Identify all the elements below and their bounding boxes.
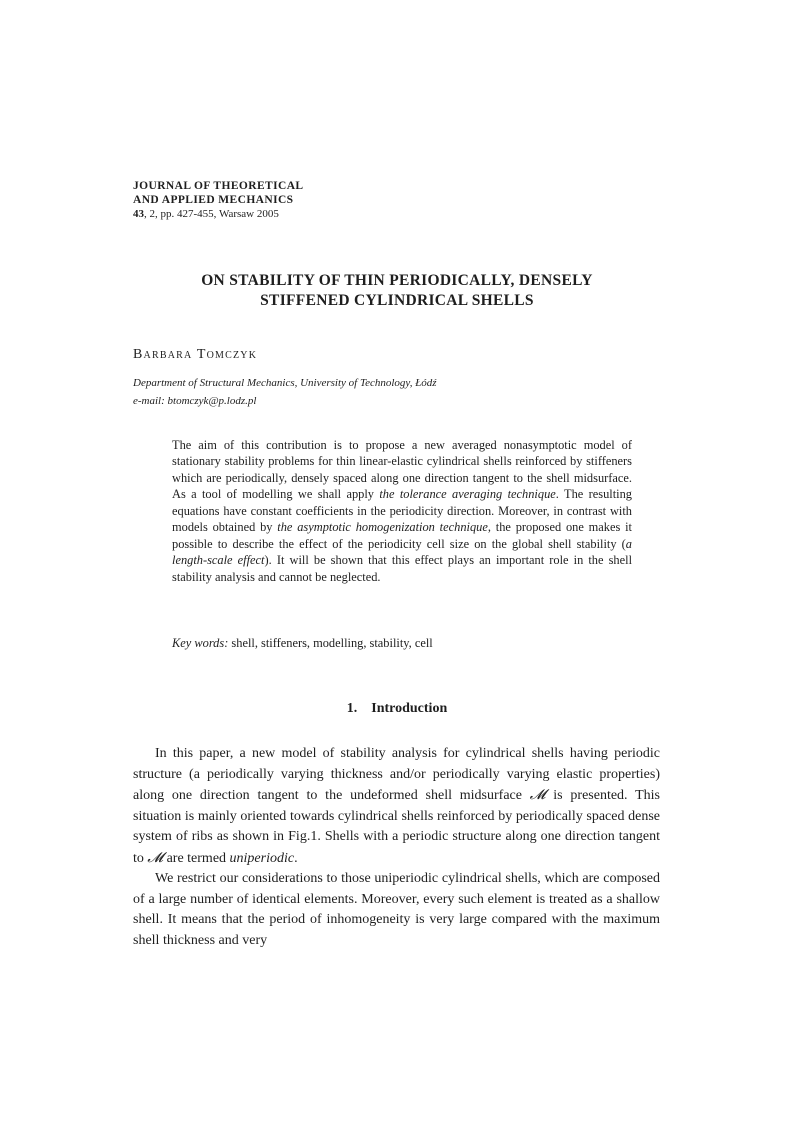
keywords-label: Key words: <box>172 636 229 650</box>
author-name: Barbara Tomczyk <box>133 347 258 362</box>
body-text-3: are termed <box>163 850 230 866</box>
abstract <box>172 437 632 585</box>
section-heading <box>0 701 794 717</box>
abstract-text-3: , the proposed one makes it possible to describe the effect of the periodicity cell size on the global shell stability ( <box>172 520 632 551</box>
abstract-text-4: ). It will be shown that this effect plays an important role in the shell stability analysis and cannot be neglected. <box>172 553 633 584</box>
body-emphasis: uniperiodic <box>229 850 295 866</box>
body-paragraph-1 <box>133 744 660 869</box>
journal-volume-info <box>133 207 433 221</box>
body-text <box>133 744 660 951</box>
paper-title <box>120 271 674 311</box>
journal-name-line2: AND APPLIED MECHANICS <box>133 194 294 206</box>
paper-title-line2: STIFFENED CYLINDRICAL SHELLS <box>260 292 534 309</box>
body-text-4: . <box>294 850 298 866</box>
journal-header <box>133 179 433 221</box>
affiliation-email: e-mail: btomczyk@p.lodz.pl <box>133 395 257 407</box>
journal-name-line1: JOURNAL OF THEORETICAL <box>133 180 304 192</box>
journal-issue-info: , 2, pp. 427-455, Warsaw 2005 <box>144 208 279 220</box>
abstract-text-1: The aim of this contribution is to propose a new averaged nonasymptotic model of stationary stability problems for thin linear-elastic cylindrical shells reinforced by stiffeners which are periodically, densely spaced along one direction tangent to the shell midsurface. As a tool of modelling we shall apply <box>172 438 632 502</box>
keywords <box>172 635 632 651</box>
abstract-emphasis-1: the tolerance averaging technique <box>379 487 556 502</box>
section-number: 1. <box>346 701 358 716</box>
keywords-text: shell, stiffeners, modelling, stability, cell <box>228 636 433 650</box>
abstract-text-2: . The resulting equations have constant coefficients in the periodicity direction. Moreover, in contrast with models obtained by <box>172 487 632 535</box>
journal-volume: 43 <box>133 208 144 220</box>
body-paragraph-2: We restrict our considerations to those uniperiodic cylindrical shells, which are composed of a large number of identical elements. Moreover, every such element is treated as a shallow shell. It means that the period of inhomogeneity is very large compared with the maximum shell thickness and very <box>133 871 660 948</box>
abstract-paragraph <box>172 437 632 585</box>
paper-title-line1: ON STABILITY OF THIN PERIODICALLY, DENSELY <box>201 272 593 289</box>
section-title: Introduction <box>371 701 448 716</box>
affiliation-department: Department of Structural Mechanics, University of Technology, Łódź <box>133 377 437 389</box>
affiliation <box>133 374 693 410</box>
abstract-emphasis-3: a length-scale effect <box>172 536 632 568</box>
midsurface-symbol: 𝓜 <box>147 849 164 866</box>
body-text-2: is presented. This situation is mainly oriented towards cylindrical shells reinforced by periodically spaced dense system of ribs as shown in Fig.1. Shells with a periodic structure along one direction tangent to <box>133 788 660 866</box>
body-text-1: In this paper, a new model of stability analysis for cylindrical shells having periodic structure (a periodically varying thickness and/or periodically varying elastic properties) along one direction tangent to the undeformed shell midsurface <box>133 746 660 804</box>
midsurface-symbol: 𝓜 <box>529 787 546 804</box>
abstract-emphasis-2: the asymptotic homogenization technique <box>277 520 488 535</box>
